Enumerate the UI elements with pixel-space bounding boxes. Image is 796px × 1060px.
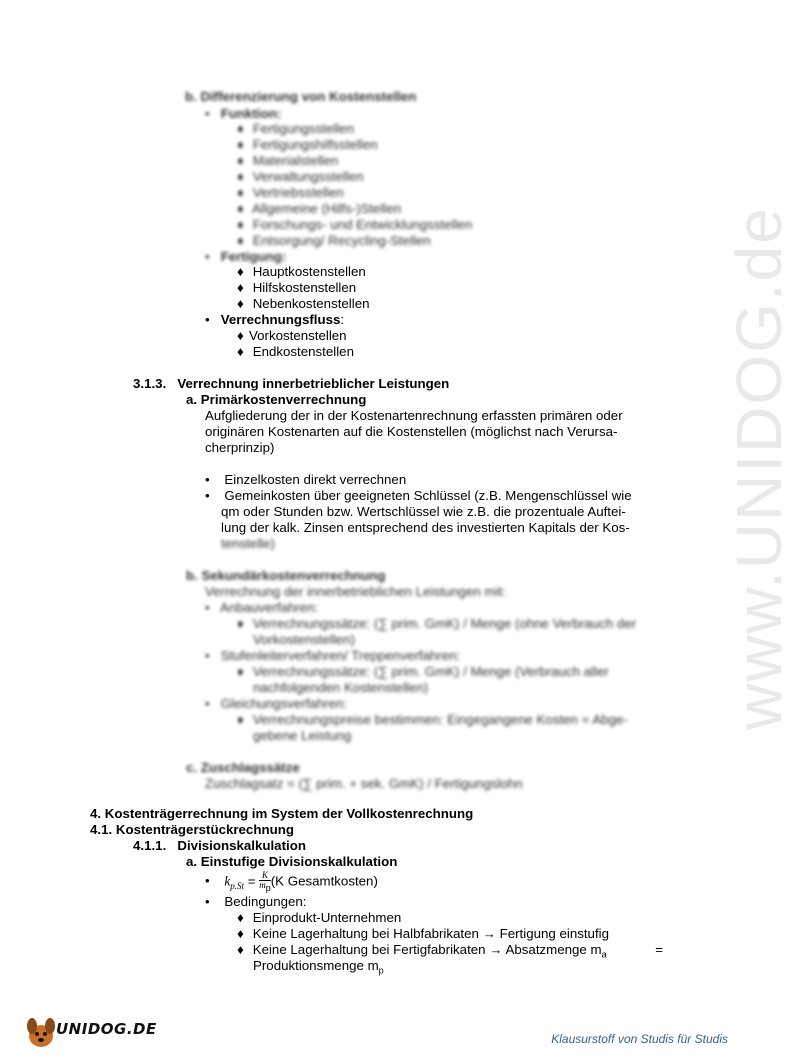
bullet-icon: • [205, 312, 210, 327]
einstufige-heading: a. Einstufige Divisionskalkulation [186, 854, 398, 869]
funktion-label: Funktion: [220, 106, 282, 121]
condition-item: ♦ Keine Lagerhaltung bei Halbfabrikaten → Fertigung einstufig [237, 926, 609, 941]
section-313-heading: 3.1.3. Verrechnung innerbetrieblicher Leistungen [133, 376, 450, 391]
bedingungen-row: • Bedingungen: [205, 894, 307, 909]
bullet-icon: • [205, 873, 210, 889]
section-411-heading: 4.1.1. Divisionskalkulation [133, 838, 306, 853]
funktion-item: ♦ Forschungs- und Entwicklungsstellen [237, 217, 473, 232]
bullet-icon: • [205, 488, 210, 503]
condition-item: ♦ Keine Lagerhaltung bei Fertigfabrikaten → Absatzmenge $m_a$ = [237, 942, 663, 960]
funktion-row: • Funktion: [205, 106, 282, 121]
para-line: lung der kalk. Zinsen entsprechend des investierten Kapitals der Kos- [221, 520, 630, 535]
bullet-gemeinkosten: • Gemeinkosten über geeigneten Schlüssel (z.B. Mengenschlüssel wie [205, 488, 632, 503]
funktion-item: ♦ Materialstellen [237, 153, 339, 168]
heading-differenzierung: b. Differenzierung von Kostenstellen [185, 89, 417, 104]
verrechnungsfluss-item: ♦ Endkostenstellen [237, 344, 354, 359]
verrechnungsfluss-label: Verrechnungsfluss [220, 312, 341, 327]
bullet-icon: • [205, 894, 210, 909]
funktion-item: ♦ Allgemeine (Hilfs-)Stellen [237, 201, 402, 216]
funktion-item: ♦ Vertriebsstellen [237, 185, 344, 200]
fraction: $\frac{K}{m_p}$ [259, 870, 271, 893]
watermark-text: www.UNIDOG.de [723, 206, 795, 730]
diamond-bullet-icon: ♦ [237, 264, 244, 279]
para-line: tenstelle) [221, 536, 275, 551]
fertigung-item: ♦ Hilfskostenstellen [237, 280, 357, 295]
watermark [640, 206, 795, 740]
section-41-heading: 4.1. Kostenträgerstückrechnung [90, 822, 294, 837]
primaerkosten-heading: a. Primärkostenverrechnung [186, 392, 367, 407]
diamond-bullet-icon: ♦ [237, 296, 244, 311]
funktion-item: ♦ Fertigungsstellen [237, 121, 354, 136]
para-line: qm oder Stunden bzw. Wertschlüssel wie z.B. die prozentuale Auftei- [221, 504, 626, 519]
diamond-bullet-icon: ♦ [237, 910, 244, 925]
diamond-bullet-icon: ♦ [237, 328, 244, 343]
verrechnungsfluss-item: ♦ Vorkostenstellen [237, 328, 347, 343]
fertigung-row: • Fertigung: [205, 249, 287, 264]
diamond-bullet-icon: ♦ [237, 344, 244, 359]
unidog-logo [24, 1012, 157, 1052]
fertigung-item: ♦ Nebenkostenstellen [237, 296, 370, 311]
bullet-einzelkosten: • Einzelkosten direkt verrechnen [205, 472, 407, 487]
funktion-item: ♦ Verwaltungsstellen [237, 169, 364, 184]
diamond-bullet-icon: ♦ [237, 942, 244, 957]
section-4-heading: 4. Kostenträgerrechnung im System der Vollkostenrechnung [90, 806, 474, 821]
logo-text: UNIDOG.DE [56, 1020, 157, 1038]
funktion-item: ♦ Entsorgung/ Recycling-Stellen [237, 233, 431, 248]
para-line: cherprinzip) [205, 440, 275, 455]
diamond-bullet-icon: ♦ [237, 280, 244, 295]
condition-item-cont: Produktionsmenge $m_p$ [253, 958, 384, 976]
fertigung-item: ♦ Hauptkostenstellen [237, 264, 366, 279]
para-line: Aufgliederung der in der Kostenartenrechnung erfassten primären oder [205, 408, 623, 423]
condition-item: ♦ Einprodukt-Unternehmen [237, 910, 402, 925]
bullet-icon: • [205, 472, 210, 487]
para-line: originären Kostenarten auf die Kostenstellen (möglichst nach Verursa- [205, 424, 618, 439]
funktion-item: ♦ Fertigungshilfsstellen [237, 137, 378, 152]
diamond-bullet-icon: ♦ [237, 926, 244, 941]
formula-row: • $k_{p.St}$ = $\frac{K}{m_p}$ (K Gesamtkosten) [205, 870, 378, 893]
footer-tagline: Klausurstoff von Studis für Studis [551, 1032, 728, 1046]
verrechnungsfluss-row: • Verrechnungsfluss: [205, 312, 345, 327]
dog-icon [24, 1012, 58, 1052]
